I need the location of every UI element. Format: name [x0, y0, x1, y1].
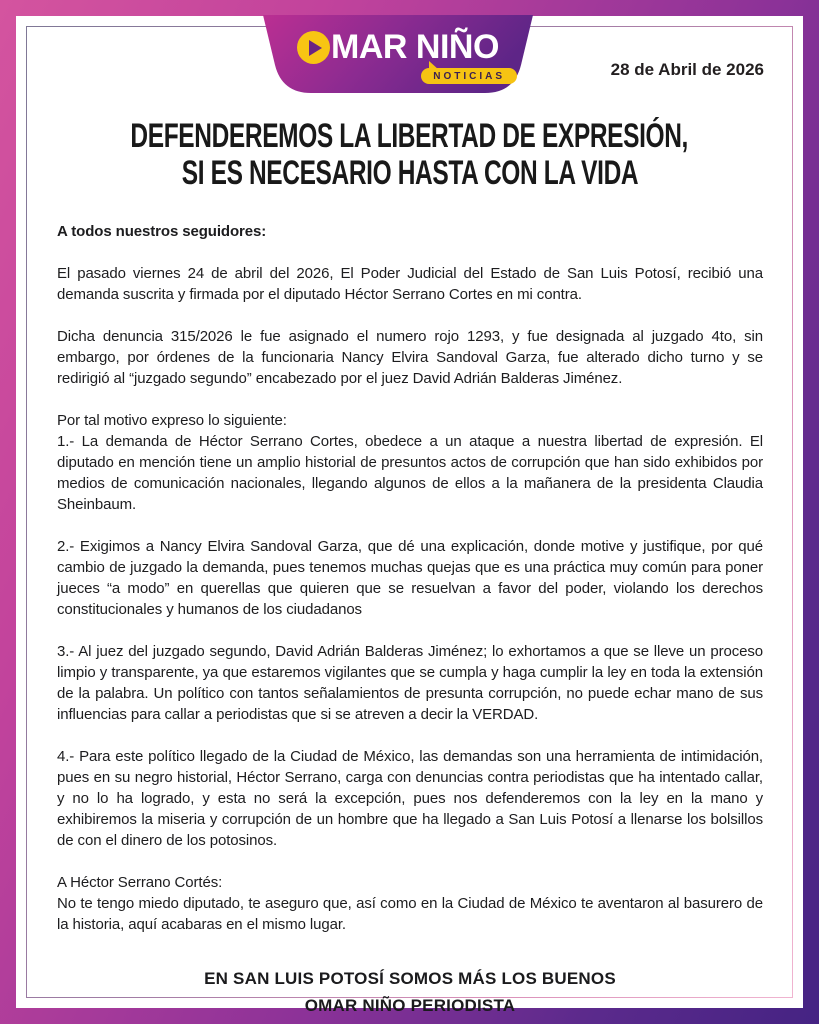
paragraph-6: 4.- Para este político llegado de la Ciudad de México, las demandas son una herramienta de intimidación, pues en su negro historial, Héctor Serrano, carga con denuncias contra periodistas que ha intentado callar, y no lo ha logrado, y esta no será la excepción, pues nos defenderemos con la ley en la mano y exhibiremos la miseria y corrupción de un hombre que ha llegado a San Luis Potosí a llenarse los bolsillos de con el dinero de los potosinos.: [57, 748, 763, 849]
badge-label: NOTICIAS: [433, 71, 505, 82]
badge-tail: [429, 61, 439, 70]
paragraph-1: El pasado viernes 24 de abril del 2026, El Poder Judicial del Estado de San Luis Potosí, recibió una demanda suscrita y firmada por el diputado Héctor Serrano Cortes en mi contra.: [57, 265, 763, 303]
paragraph-7: A Héctor Serrano Cortés: No te tengo miedo diputado, te aseguro que, así como en la Ciudad de México te aventaron al basurero de la historia, aquí acabaras en el mismo lugar.: [57, 874, 763, 933]
headline: [0, 118, 819, 192]
headline-line-1: DEFENDEREMOS LA LIBERTAD DE EXPRESIÓN,: [130, 117, 689, 155]
play-icon: [297, 31, 330, 64]
noticias-badge: [421, 68, 517, 84]
publication-date: 28 de Abril de 2026: [610, 60, 764, 79]
greeting: A todos nuestros seguidores:: [57, 223, 267, 240]
paragraph-3: Por tal motivo expreso lo siguiente: 1.- La demanda de Héctor Serrano Cortes, obedece a un ataque a nuestra libertad de expresión. El diputado en mención tiene un amplio historial de presuntos actos de corrupción que han sido exhibidos por medios de comunicación nacionales, llegando algunos de ellos a la mañanera de la presidenta Claudia Sheinbaum.: [57, 412, 763, 513]
brand-name: MAR NIÑO: [331, 28, 499, 66]
paragraph-2: Dicha denuncia 315/2026 le fue asignado el numero rojo 1293, y fue designada al juzgado 4to, sin embargo, por órdenes de la funcionaria Nancy Elvira Sandoval Garza, fue alterado dicho turno y se redirigió al “juzgado segundo” encabezado por el juez David Adrián Balderas Jiménez.: [57, 328, 763, 387]
statement-body: [57, 221, 763, 1019]
brand-lockup: [263, 28, 533, 67]
brand-banner: [263, 15, 533, 94]
closing-signature: EN SAN LUIS POTOSÍ SOMOS MÁS LOS BUENOS OMAR NIÑO PERIODISTA: [204, 969, 616, 1015]
paragraph-5: 3.- Al juez del juzgado segundo, David Adrián Balderas Jiménez; lo exhortamos a que se lleve un proceso limpio y transparente, ya que estaremos vigilantes que se cumpla y haga cumplir la ley en toda la extensión de la palabra. Un político con tantos señalamientos de presunta corrupción, no puede echar mano de sus influencias para callar a periodistas que si se atreven a decir la VERDAD.: [57, 643, 763, 723]
paragraph-4: 2.- Exigimos a Nancy Elvira Sandoval Garza, que dé una explicación, donde motive y justifique, por qué cambio de juzgado la demanda, pues tenemos muchas quejas que es una práctica muy común para poner jueces “a modo” en querellas que quieren que se resuelvan a favor del poder, violando los derechos constitucionales y humanos de los ciudadanos: [57, 538, 763, 618]
headline-line-2: SI ES NECESARIO HASTA CON LA VIDA: [181, 154, 638, 192]
